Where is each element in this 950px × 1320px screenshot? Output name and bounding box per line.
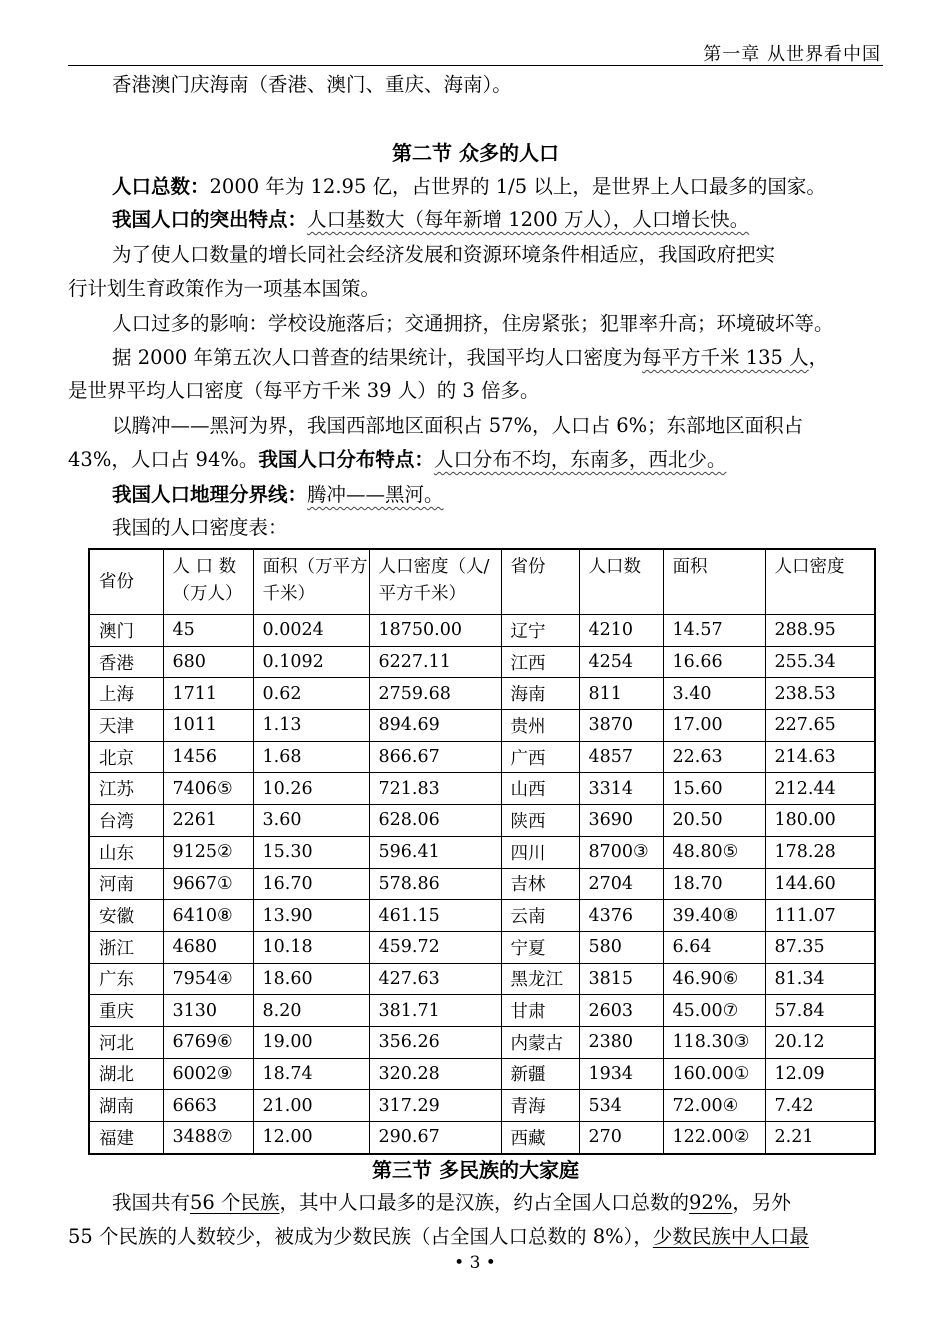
table-cell: 122.00②: [663, 1122, 765, 1154]
table-cell: 2759.68: [369, 678, 501, 710]
distribution-paragraph-line2: [68, 445, 883, 475]
table-row: [89, 900, 875, 932]
table-cell: 45.00⑦: [663, 995, 765, 1027]
table-cell: 721.83: [369, 773, 501, 805]
table-row: [89, 1026, 875, 1058]
table-cell: 10.18: [253, 931, 369, 963]
policy-paragraph-line1: 为了使人口数量的增长同社会经济发展和资源环境条件相适应，我国政府把实: [112, 243, 776, 266]
table-cell: 39.40⑧: [663, 900, 765, 932]
table-cell: 160.00①: [663, 1058, 765, 1090]
table-cell: 12.09: [765, 1058, 875, 1090]
table-row: [89, 995, 875, 1027]
table-body: [89, 615, 875, 1154]
table-cell: 天津: [89, 710, 163, 742]
table-cell: 12.00: [253, 1122, 369, 1154]
table-cell: 陕西: [501, 805, 579, 837]
table-cell: 255.34: [765, 646, 875, 678]
distribution-text: 人口分布不均，东南多，西北少。: [433, 448, 727, 471]
table-cell: 18.70: [663, 868, 765, 900]
table-row: [89, 963, 875, 995]
table-cell: 台湾: [89, 805, 163, 837]
table-cell: 海南: [501, 678, 579, 710]
table-cell: 178.28: [765, 836, 875, 868]
population-feature-label: 我国人口的突出特点：: [112, 208, 308, 231]
table-row: [89, 931, 875, 963]
table-cell: 山东: [89, 836, 163, 868]
table-cell: 45: [163, 615, 253, 647]
table-cell: 7.42: [765, 1090, 875, 1122]
table-cell: 甘肃: [501, 995, 579, 1027]
table-row: [89, 1122, 875, 1154]
table-cell: 20.12: [765, 1026, 875, 1058]
table-cell: 381.71: [369, 995, 501, 1027]
population-total-paragraph: [68, 172, 927, 202]
table-header-row: [89, 549, 875, 615]
table-cell: 18750.00: [369, 615, 501, 647]
table-row: [89, 646, 875, 678]
table-cell: 811: [579, 678, 663, 710]
table-cell: 180.00: [765, 805, 875, 837]
table-cell: 866.67: [369, 741, 501, 773]
header-province: 省份: [89, 549, 163, 615]
table-cell: 578.86: [369, 868, 501, 900]
table-cell: 香港: [89, 646, 163, 678]
ethnic-text-a: 我国共有: [112, 1191, 191, 1214]
table-cell: 4210: [579, 615, 663, 647]
header-area: 面积（万平方千米）: [253, 549, 369, 615]
table-cell: 江西: [501, 646, 579, 678]
table-cell: 6002⑨: [163, 1058, 253, 1090]
table-cell: 16.66: [663, 646, 765, 678]
boundary-label: 我国人口地理分界线：: [112, 483, 308, 506]
ethnic-paragraph-line1: [68, 1188, 927, 1218]
table-cell: 0.1092: [253, 646, 369, 678]
population-density-table: [88, 548, 876, 1155]
table-cell: 7954④: [163, 963, 253, 995]
table-cell: 安徽: [89, 900, 163, 932]
table-cell: 8.20: [253, 995, 369, 1027]
table-cell: 20.50: [663, 805, 765, 837]
table-cell: 2380: [579, 1026, 663, 1058]
table-cell: 内蒙古: [501, 1026, 579, 1058]
table-cell: 9125②: [163, 836, 253, 868]
table-cell: 3690: [579, 805, 663, 837]
page-header: [68, 38, 883, 66]
table-cell: 3870: [579, 710, 663, 742]
table-cell: 1456: [163, 741, 253, 773]
population-feature-paragraph: [68, 205, 927, 235]
table-cell: 46.90⑥: [663, 963, 765, 995]
table-cell: 21.00: [253, 1090, 369, 1122]
impact-paragraph: 人口过多的影响：学校设施落后；交通拥挤，住房紧张；犯罪率升高；环境破坏等。: [112, 312, 834, 335]
table-cell: 288.95: [765, 615, 875, 647]
table-cell: 黑龙江: [501, 963, 579, 995]
table-cell: 580: [579, 931, 663, 963]
table-cell: 2261: [163, 805, 253, 837]
table-row: [89, 741, 875, 773]
table-row: [89, 773, 875, 805]
table-cell: 四川: [501, 836, 579, 868]
table-cell: 河北: [89, 1026, 163, 1058]
table-cell: 461.15: [369, 900, 501, 932]
table-cell: 320.28: [369, 1058, 501, 1090]
table-cell: 118.30③: [663, 1026, 765, 1058]
table-cell: 10.26: [253, 773, 369, 805]
table-cell: 0.0024: [253, 615, 369, 647]
distribution-label: 我国人口分布特点：: [258, 448, 434, 471]
table-row: [89, 710, 875, 742]
section2-title: 第二节 众多的人口: [392, 141, 559, 165]
table-cell: 534: [579, 1090, 663, 1122]
table-cell: 3815: [579, 963, 663, 995]
table-cell: 3130: [163, 995, 253, 1027]
table-cell: 214.63: [765, 741, 875, 773]
boundary-text: 腾冲——黑河。: [307, 483, 444, 506]
ethnic-text-c: ，其中人口最多的是汉族，约占全国人口总数的: [279, 1191, 690, 1214]
section3-title: 第三节 多民族的大家庭: [372, 1158, 579, 1182]
table-cell: 重庆: [89, 995, 163, 1027]
table-cell: 227.65: [765, 710, 875, 742]
table-cell: 290.67: [369, 1122, 501, 1154]
table-cell: 19.00: [253, 1026, 369, 1058]
table-cell: 3.40: [663, 678, 765, 710]
table-cell: 福建: [89, 1122, 163, 1154]
header-population-2: 人口数: [579, 549, 663, 615]
table-cell: 吉林: [501, 868, 579, 900]
table-cell: 4857: [579, 741, 663, 773]
table-row: [89, 1058, 875, 1090]
table-cell: 山西: [501, 773, 579, 805]
table-cell: 西藏: [501, 1122, 579, 1154]
table-cell: 上海: [89, 678, 163, 710]
header-density-2: 人口密度: [765, 549, 875, 615]
table-cell: 6663: [163, 1090, 253, 1122]
ethnic-paragraph-line2: [68, 1222, 883, 1252]
table-cell: 8700③: [579, 836, 663, 868]
table-cell: 9667①: [163, 868, 253, 900]
table-cell: 广东: [89, 963, 163, 995]
table-cell: 427.63: [369, 963, 501, 995]
table-cell: 3.60: [253, 805, 369, 837]
table-cell: 4254: [579, 646, 663, 678]
table-cell: 238.53: [765, 678, 875, 710]
table-cell: 澳门: [89, 615, 163, 647]
table-cell: 6410⑧: [163, 900, 253, 932]
table-row: [89, 868, 875, 900]
table-cell: 144.60: [765, 868, 875, 900]
table-row: [89, 615, 875, 647]
table-cell: 270: [579, 1122, 663, 1154]
table-cell: 4680: [163, 931, 253, 963]
ethnic-text-line2-a: 55 个民族的人数较少，被成为少数民族（占全国人口总数的 8%），: [68, 1225, 653, 1248]
table-cell: 河南: [89, 868, 163, 900]
table-row: [89, 836, 875, 868]
policy-paragraph-line2: 行计划生育政策作为一项基本国策。: [68, 277, 381, 300]
distribution-text-a: 43%，人口占 94%。: [68, 448, 259, 471]
table-cell: 青海: [501, 1090, 579, 1122]
table-cell: 1.68: [253, 741, 369, 773]
header-density: 人口密度（人/平方千米）: [369, 549, 501, 615]
table-cell: 459.72: [369, 931, 501, 963]
table-cell: 江苏: [89, 773, 163, 805]
table-cell: 317.29: [369, 1090, 501, 1122]
table-cell: 680: [163, 646, 253, 678]
table-cell: 1.13: [253, 710, 369, 742]
table-cell: 111.07: [765, 900, 875, 932]
intro-line: 香港澳门庆海南（香港、澳门、重庆、海南）。: [112, 73, 512, 96]
table-cell: 广西: [501, 741, 579, 773]
page-number: • 3 •: [454, 1253, 496, 1273]
table-row: [89, 805, 875, 837]
table-cell: 48.80⑤: [663, 836, 765, 868]
table-cell: 894.69: [369, 710, 501, 742]
table-cell: 辽宁: [501, 615, 579, 647]
table-cell: 15.30: [253, 836, 369, 868]
table-cell: 0.62: [253, 678, 369, 710]
table-cell: 87.35: [765, 931, 875, 963]
population-feature-text: 人口基数大（每年新增 1200 万人），人口增长快。: [307, 208, 750, 231]
table-cell: 北京: [89, 741, 163, 773]
density-text-a: 据 2000 年第五次人口普查的结果统计，我国平均人口密度为: [112, 346, 643, 369]
table-cell: 72.00④: [663, 1090, 765, 1122]
table-cell: 22.63: [663, 741, 765, 773]
ethnic-text-e: ，另外: [732, 1191, 791, 1214]
table-cell: 2.21: [765, 1122, 875, 1154]
density-paragraph-line1: [68, 343, 927, 373]
population-total-text: 2000 年为 12.95 亿，占世界的 1/5 以上，是世界上人口最多的国家。: [209, 175, 826, 198]
table-row: [89, 1090, 875, 1122]
table-cell: 17.00: [663, 710, 765, 742]
table-cell: 新疆: [501, 1058, 579, 1090]
table-cell: 1011: [163, 710, 253, 742]
density-text-c: ，: [808, 346, 829, 369]
table-cell: 7406⑤: [163, 773, 253, 805]
table-cell: 16.70: [253, 868, 369, 900]
table-cell: 14.57: [663, 615, 765, 647]
table-cell: 628.06: [369, 805, 501, 837]
table-cell: 15.60: [663, 773, 765, 805]
table-cell: 1711: [163, 678, 253, 710]
table-cell: 356.26: [369, 1026, 501, 1058]
density-value-text: 每平方千米 135 人: [642, 346, 809, 369]
boundary-paragraph: [68, 480, 927, 510]
ethnic-text-line2-b: 少数民族中人口最: [652, 1225, 809, 1248]
table-cell: 6227.11: [369, 646, 501, 678]
table-cell: 贵州: [501, 710, 579, 742]
table-cell: 13.90: [253, 900, 369, 932]
table-cell: 18.74: [253, 1058, 369, 1090]
header-population: 人 口 数（万人）: [163, 549, 253, 615]
table-cell: 3314: [579, 773, 663, 805]
table-cell: 6.64: [663, 931, 765, 963]
header-area-2: 面积: [663, 549, 765, 615]
table-cell: 云南: [501, 900, 579, 932]
table-cell: 湖北: [89, 1058, 163, 1090]
header-province-2: 省份: [501, 549, 579, 615]
ethnic-count: 56 个民族: [190, 1191, 280, 1214]
density-paragraph-line2: 是世界平均人口密度（每平方千米 39 人）的 3 倍多。: [68, 379, 540, 402]
table-cell: 18.60: [253, 963, 369, 995]
population-total-label: 人口总数：: [112, 175, 210, 198]
distribution-paragraph-line1: 以腾冲——黑河为界，我国西部地区面积占 57%，人口占 6%；东部地区面积占: [112, 414, 804, 437]
table-cell: 2704: [579, 868, 663, 900]
table-cell: 2603: [579, 995, 663, 1027]
table-cell: 4376: [579, 900, 663, 932]
table-caption: 我国的人口密度表：: [112, 516, 288, 539]
table-cell: 湖南: [89, 1090, 163, 1122]
table-cell: 596.41: [369, 836, 501, 868]
table-cell: 浙江: [89, 931, 163, 963]
table-cell: 212.44: [765, 773, 875, 805]
chapter-title: 第一章 从世界看中国: [703, 44, 881, 65]
table-cell: 1934: [579, 1058, 663, 1090]
table-cell: 81.34: [765, 963, 875, 995]
table-cell: 3488⑦: [163, 1122, 253, 1154]
table-cell: 6769⑥: [163, 1026, 253, 1058]
han-percentage: 92%: [689, 1191, 733, 1214]
table-cell: 宁夏: [501, 931, 579, 963]
table-row: [89, 678, 875, 710]
table-cell: 57.84: [765, 995, 875, 1027]
